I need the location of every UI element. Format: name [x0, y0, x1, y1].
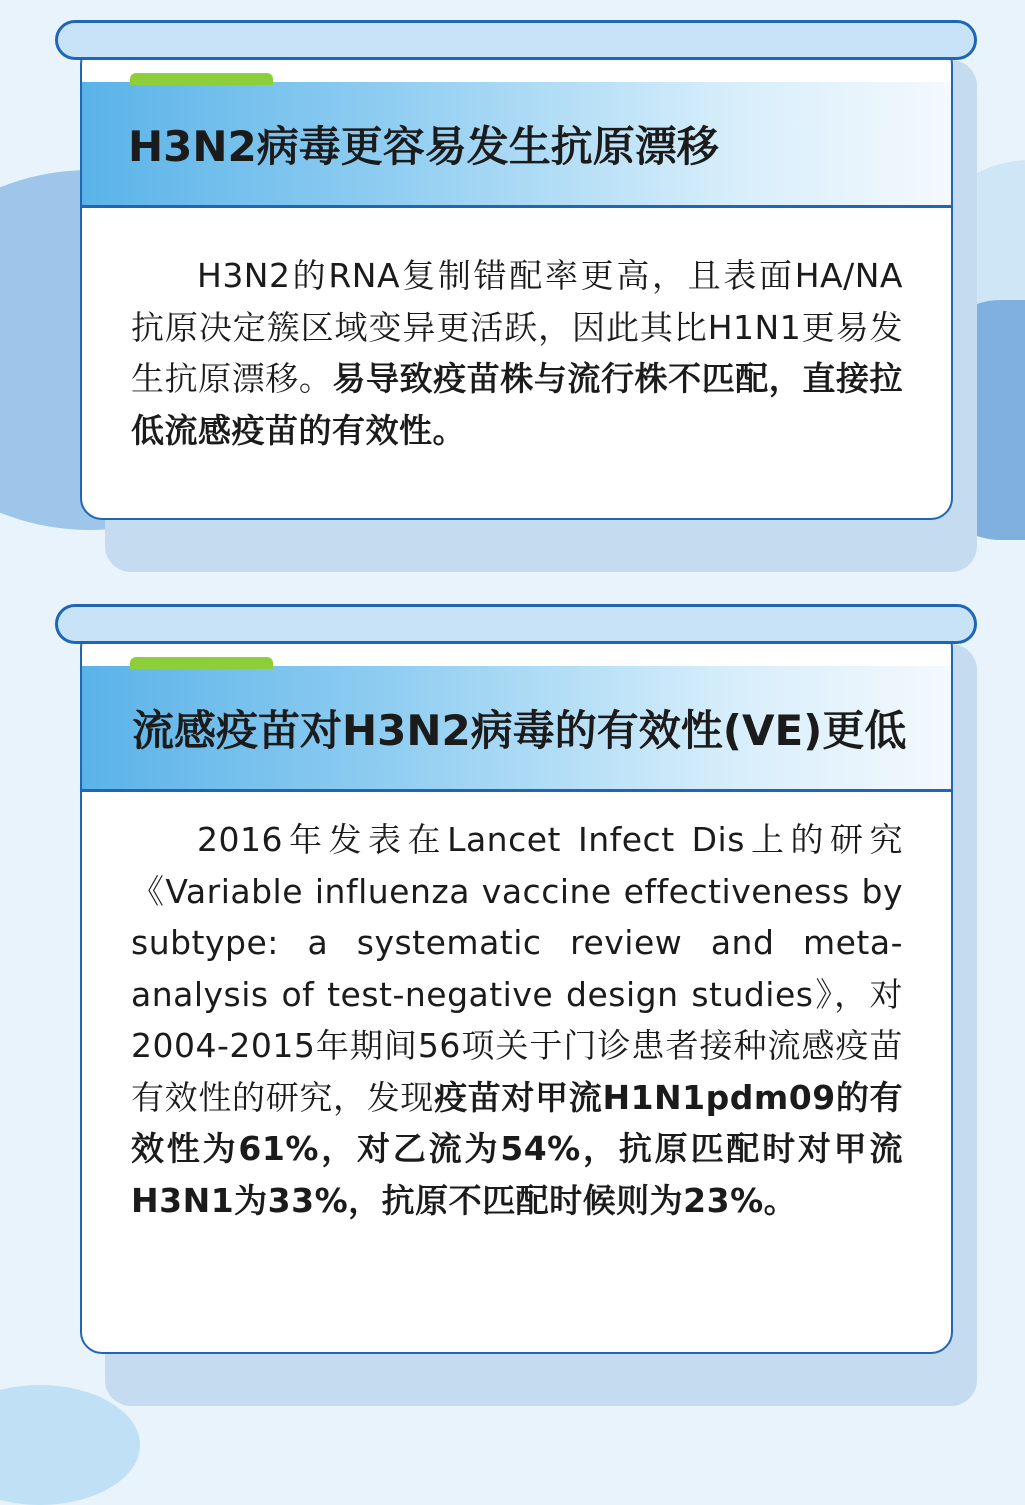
info-card-vaccine-effectiveness: [55, 604, 977, 1354]
card-title: 流感疫苗对H3N2病毒的有效性(VE)更低: [132, 705, 907, 755]
card-paragraph: [131, 250, 903, 456]
paragraph-bold-text: 疫苗对甲流H1N1pdm09的有效性为61%，对乙流为54%，抗原匹配时对甲流H3N1为33%，抗原不匹配时候则为23%。: [131, 1077, 904, 1220]
paragraph-bold-text: 易导致疫苗株与流行株不匹配，直接拉低流感疫苗的有效性。: [131, 359, 904, 450]
paragraph-normal-text: 2016年发表在Lancet Infect Dis上的研究《Variable influenza vaccine effectiveness by subtype: a systematic review and meta-analysis of test-negative design studies》，对2004-2015年期间56项关于门诊患者接种流感疫苗有效性的研究，发现: [131, 820, 903, 1117]
scroll-rod-top: [55, 20, 977, 60]
scroll-rod-top: [55, 604, 977, 644]
info-card-antigenic-drift: [55, 20, 977, 520]
card-body: [80, 42, 953, 520]
card-paragraph: [131, 814, 903, 1226]
card-title: H3N2病毒更容易发生抗原漂移: [128, 121, 719, 171]
card-body: [80, 626, 953, 1354]
paragraph-normal-text: H3N2的RNA复制错配率更高，且表面HA/NA抗原决定簇区域变异更活跃，因此其比H1N1更易发生抗原漂移。: [131, 256, 903, 398]
